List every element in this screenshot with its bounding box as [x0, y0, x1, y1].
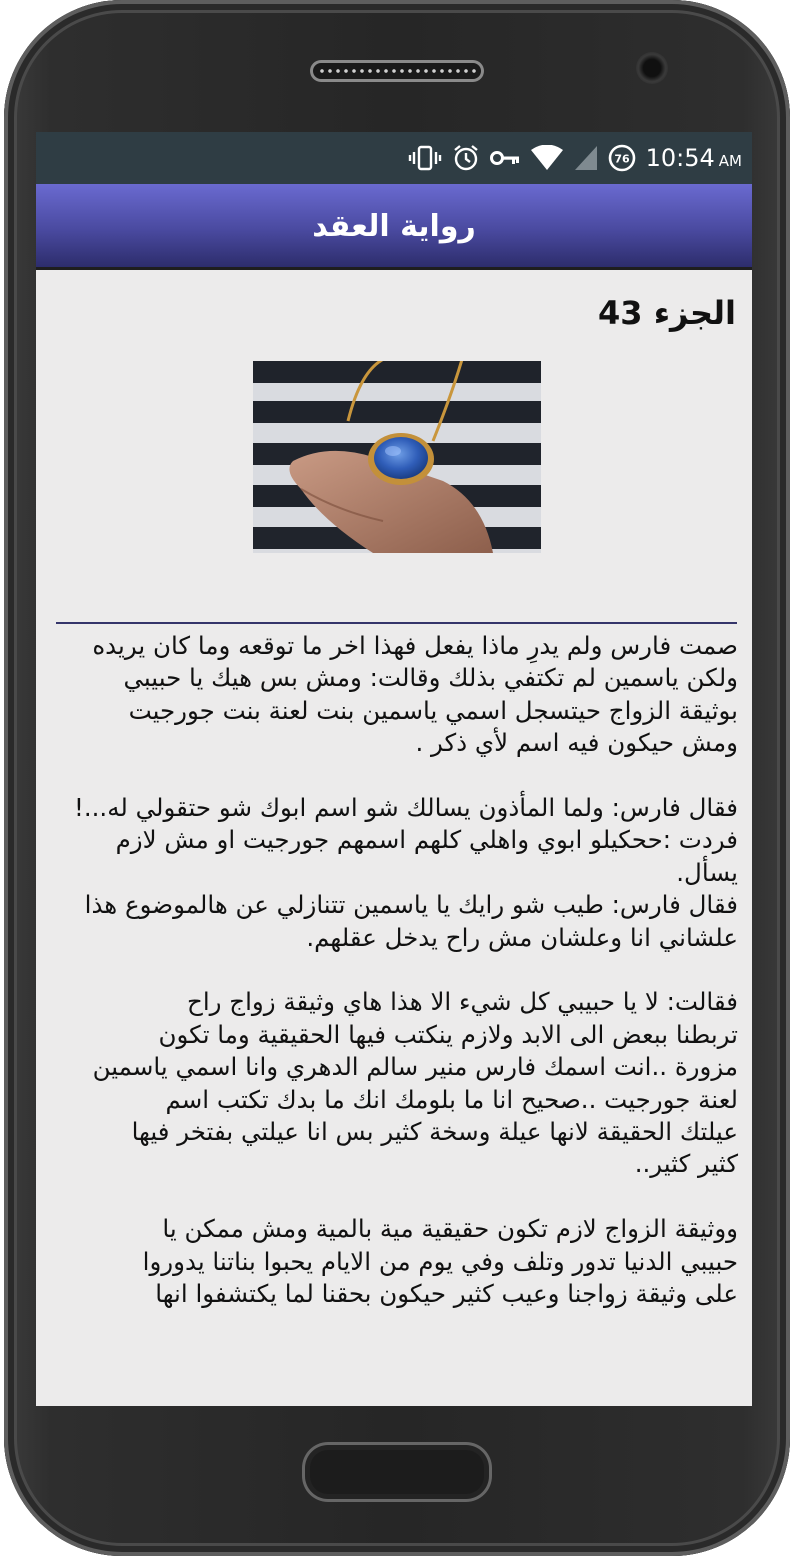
screen — [36, 132, 752, 1406]
necklace-photo — [253, 361, 541, 553]
text-line: يسأل. — [676, 857, 738, 887]
vibrate-icon — [408, 145, 442, 171]
svg-text:76: 76 — [613, 152, 630, 166]
paragraph-4 — [56, 1213, 738, 1310]
status-bar — [36, 132, 752, 184]
text-line: لعنة جورجيت ..صحيح انا ما بلومك انك ما بدك تكتب اسم — [165, 1084, 738, 1114]
text-line: ومش حيكون فيه اسم لأي ذكر . — [415, 728, 738, 758]
text-line: كثير كثير.. — [634, 1149, 738, 1179]
text-line: على وثيقة زواجنا وعيب كثير حيكون بحقنا لما يكتشفوا انها — [155, 1279, 738, 1309]
wifi-icon — [530, 145, 564, 171]
text-line: عيلتك الحقيقة لانها عيلة وسخة كثير بس انا عيلتي بفتخر فيها — [131, 1117, 738, 1147]
app-bar — [36, 184, 752, 270]
text-line: ولكن ياسمين لم تكتفي بذلك وقالت: ومش بس هيك يا حبيبي — [123, 663, 738, 693]
text-line: علشاني انا وعلشان مش راح يدخل عقلهم. — [306, 922, 738, 952]
key-icon — [490, 149, 520, 167]
text-line: فقالت: لا يا حبيبي كل شيء الا هذا هاي وثيقة زواج راح — [187, 987, 738, 1017]
paragraph-1 — [56, 630, 738, 760]
paragraph-2 — [56, 792, 738, 954]
divider — [56, 622, 737, 624]
home-button[interactable] — [302, 1442, 492, 1502]
part-title: الجزء 43 — [598, 294, 736, 332]
app-title: رواية العقد — [312, 209, 476, 244]
battery-76-icon — [608, 144, 636, 172]
chapter-body — [56, 630, 738, 1310]
text-line: تربطنا ببعض الى الابد ولازم ينكتب فيها الحقيقية وما تكون — [158, 1019, 738, 1049]
text-line: بوثيقة الزواج حيتسجل اسمي ياسمين بنت لعنة بنت جورجيت — [128, 695, 738, 725]
front-camera — [636, 52, 668, 84]
earpiece-speaker — [310, 60, 484, 82]
text-line: صمت فارس ولم يدرِ ماذا يفعل فهذا اخر ما توقعه وما كان يريده — [92, 631, 738, 660]
text-line: فقال فارس: طيب شو رايك يا ياسمين تتنازلي عن هالموضوع هذا — [84, 890, 738, 920]
alarm-icon — [452, 144, 480, 172]
status-clock: 10:54 AM — [645, 144, 742, 172]
paragraph-3 — [56, 986, 738, 1180]
text-line: مزورة ..انت اسمك فارس منير سالم الدهري وانا اسمي ياسمين — [92, 1052, 738, 1082]
text-line: ووثيقة الزواج لازم تكون حقيقية مية بالمية ومش ممكن يا — [162, 1214, 738, 1244]
cell-signal-icon — [574, 145, 598, 171]
text-line: فردت :ححكيلو ابوي واهلي كلهم اسمهم جورجيت او مش لازم — [115, 825, 738, 855]
text-line: حبيبي الدنيا تدور وتلف وفي يوم من الايام يحبوا بناتنا يدوروا — [142, 1246, 738, 1276]
text-line: فقال فارس: ولما المأذون يسالك شو اسم ابوك شو حتقولي له...! — [74, 793, 738, 823]
article-content[interactable] — [36, 270, 752, 1406]
